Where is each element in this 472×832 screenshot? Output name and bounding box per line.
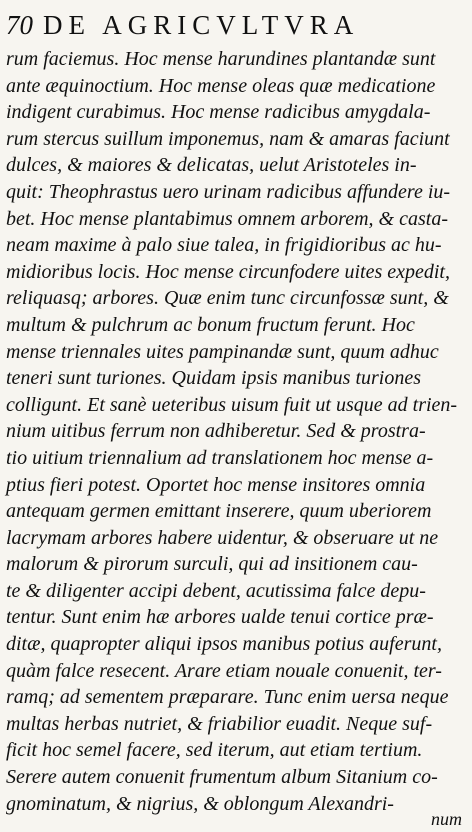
text-line: reliquasq; arbores. Quæ enim tunc circunfossæ sunt, &: [6, 287, 449, 310]
text-line: antequam germen emittant inserere, quum uberiorem: [6, 500, 432, 523]
text-line: teneri sunt turiones. Quidam ipsis manibus turiones: [6, 367, 422, 390]
catchword: num: [431, 809, 462, 829]
text-line: multum & pulchrum ac bonum fructum ferunt. Hoc: [6, 313, 415, 336]
text-line: quàm falce resecent. Arare etiam nouale conuenit, ter-: [6, 659, 442, 682]
text-line: ramq; ad sementem præparare. Tunc enim uersa neque: [6, 686, 449, 709]
text-line: bet. Hoc mense plantabimus omnem arborem, & casta-: [6, 207, 448, 230]
page-number: 70: [6, 10, 33, 40]
text-line: tentur. Sunt enim hæ arbores ualde tenui cortice præ-: [6, 606, 434, 629]
text-line: rum stercus suillum imponemus, nam & amaras faciunt: [6, 127, 450, 150]
text-line: midioribus locis. Hoc mense circunfodere uites expedit,: [6, 260, 450, 283]
text-line: indigent curabimus. Hoc mense radicibus amygdala-: [6, 101, 431, 124]
text-line: ptius fieri potest. Oportet hoc mense insitores omnia: [6, 473, 426, 496]
running-title: DE AGRICVLTVRA: [43, 10, 360, 40]
text-line: ditæ, quapropter aliqui ipsos manibus potius auferunt,: [6, 633, 442, 656]
text-line: gnominatum, & nigrius, & oblongum Alexandri-: [6, 792, 394, 815]
text-line: colligunt. Et sanè ueteribus uisum fuit ut usque ad trien-: [6, 393, 458, 416]
text-line: rum faciemus. Hoc mense harundines plantandæ sunt: [6, 48, 436, 70]
text-line: te & diligenter accipi debent, acutissima falce depu-: [6, 579, 426, 602]
text-line: ante æquinoctium. Hoc mense oleas quæ medicatione: [6, 74, 436, 97]
text-line: quit: Theophrastus uero urinam radicibus affundere iu-: [6, 180, 451, 203]
text-line: Serere autem conuenit frumentum album Sitanium co-: [6, 766, 438, 789]
text-line: dulces, & maiores & delicatas, uelut Aristoteles in-: [6, 154, 417, 177]
page-header: [6, 10, 462, 46]
text-line: neam maxime à palo siue talea, in frigidioribus ac hu-: [6, 234, 442, 257]
text-line: malorum & pirorum surculi, qui ad insitionem cau-: [6, 553, 418, 576]
text-line: ficit hoc semel facere, sed iterum, aut etiam tertium.: [6, 739, 423, 762]
text-line: tio uitium triennalium ad translationem hoc mense a-: [6, 446, 434, 469]
text-line: lacrymam arbores habere uidentur, & obseruare ut ne: [6, 526, 439, 549]
text-line: nium uitibus ferrum non adhiberetur. Sed & prostra-: [6, 420, 426, 443]
text-line: multas herbas nutriet, & friabilior euadit. Neque suf-: [6, 712, 433, 735]
text-line: mense triennales uites pampinandæ sunt, quum adhuc: [6, 340, 439, 363]
body-text: [6, 46, 462, 817]
